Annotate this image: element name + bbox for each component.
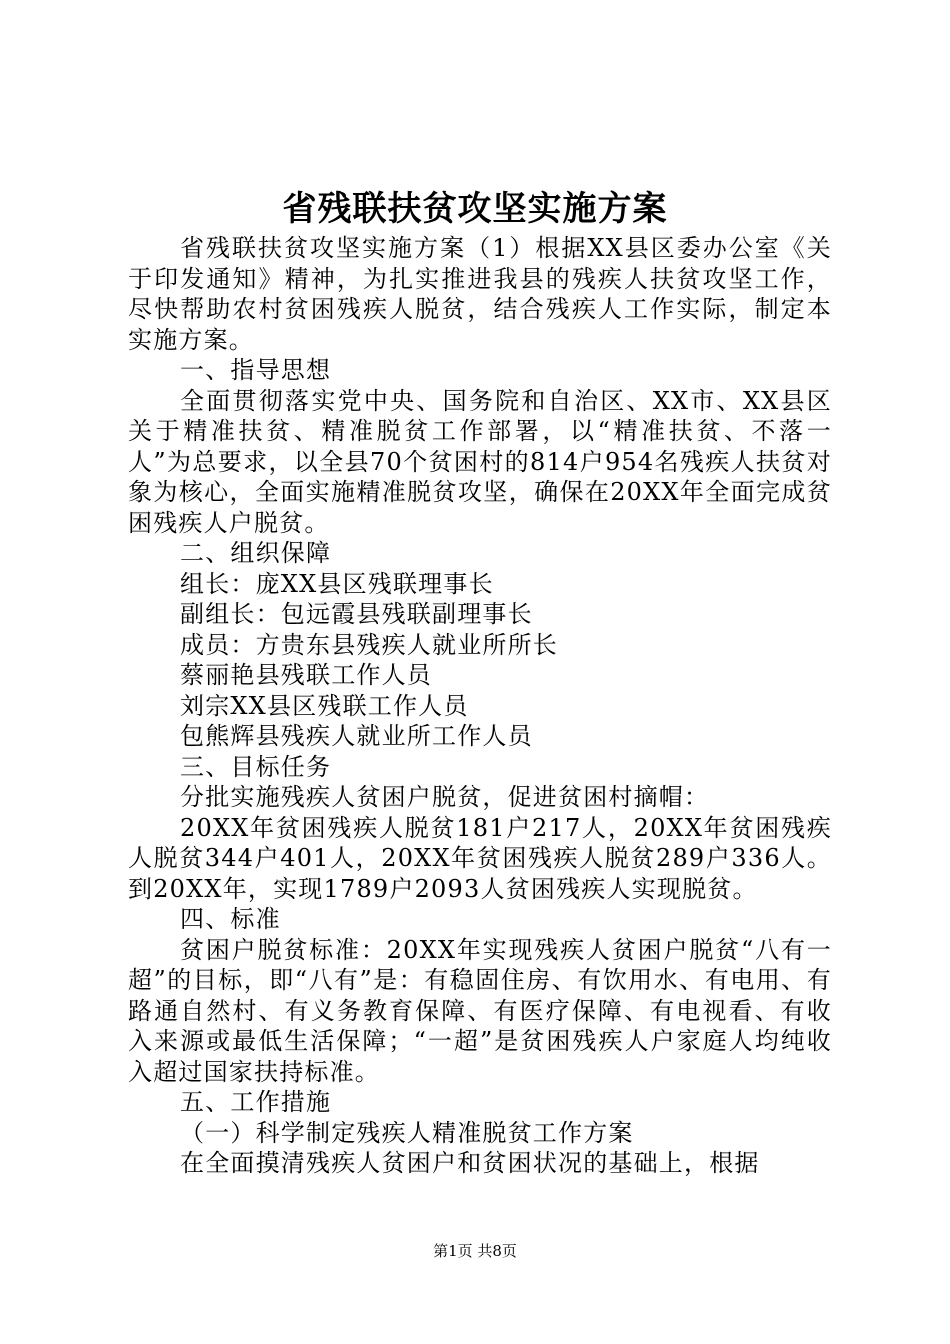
section-heading: 四、标准 <box>180 905 281 933</box>
subsection-heading: （一）科学制定残疾人精准脱贫工作方案 <box>180 1118 634 1147</box>
section-heading: 二、组织保障 <box>180 539 332 567</box>
member-line: 蔡丽艳县残联工作人员 <box>180 661 432 689</box>
member-line: 刘宗XX县区残联工作人员 <box>180 691 469 720</box>
section-heading: 三、目标任务 <box>180 752 332 781</box>
page-number-footer: 第1页 共8页 <box>433 1242 517 1260</box>
paragraph: 在全面摸清残疾人贫困户和贫困状况的基础上，根据 <box>180 1149 760 1177</box>
member-line: 成员：方贵东县残疾人就业所所长 <box>180 630 558 659</box>
section-heading: 一、指导思想 <box>180 356 332 384</box>
intro-paragraph: 省残联扶贫攻坚实施方案（1）根据XX县区委办公室《关于印发通知》精神，为扎实推进我县的残疾人扶贫攻坚工作，尽快帮助农村贫困残疾人脱贫，结合残疾人工作实际，制定本实施方案。 <box>128 234 832 354</box>
member-line: 包熊辉县残疾人就业所工作人员 <box>180 722 533 750</box>
paragraph: 贫困户脱贫标准：20XX年实现残疾人贫困户脱贫“八有一超”的目标，即“八有”是：有稳固住房、有饮用水、有电用、有路通自然村、有义务教育保障、有医疗保障、有电视看、有收入来源或最低生活保障；“一超”是贫困残疾人户家庭人均纯收入超过国家扶持标准。 <box>128 935 832 1086</box>
document-title: 省残联扶贫攻坚实施方案 <box>282 189 668 229</box>
paragraph: 分批实施残疾人贫困户脱贫，促进贫困村摘帽： <box>180 783 710 811</box>
document-body <box>128 233 832 1179</box>
paragraph: 全面贯彻落实党中央、国务院和自治区、XX市、XX县区关于精准扶贫、精准脱贫工作部署，以“精准扶贫、不落一人”为总要求，以全县70个贫困村的814户954名残疾人扶贫对象为核心，全面实施精准脱贫攻坚，确保在20XX年全面完成贫困残疾人户脱贫。 <box>128 386 832 537</box>
paragraph: 20XX年贫困残疾人脱贫181户217人，20XX年贫困残疾人脱贫344户401人，20XX年贫困残疾人脱贫289户336人。到20XX年，实现1789户2093人贫困残疾人实现脱贫。 <box>128 813 832 903</box>
member-line: 组长：庞XX县区残联理事长 <box>180 569 494 598</box>
section-heading: 五、工作措施 <box>180 1088 332 1116</box>
member-line: 副组长：包远霞县残联副理事长 <box>180 600 533 628</box>
